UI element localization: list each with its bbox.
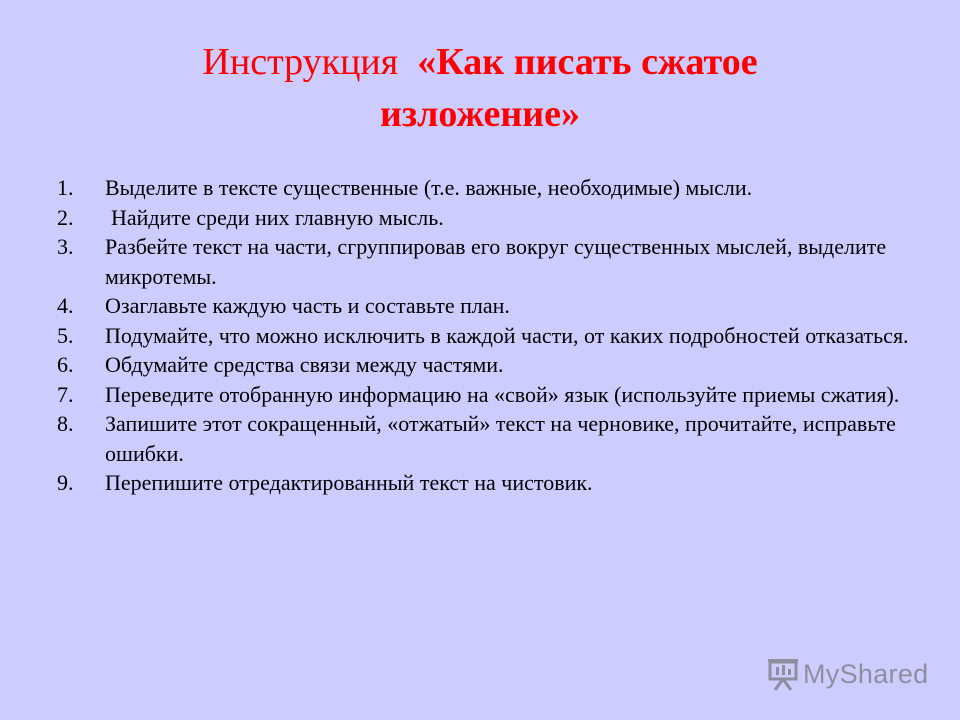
list-item-text: Переведите отобранную информацию на «свой» язык (используйте приемы сжатия). [105,381,900,407]
list-item-text: Перепишите отредактированный текст на чистовик. [105,470,593,495]
title-instruction: Инструкция [202,41,399,83]
list-item [57,380,917,410]
list-item-number: 4. [57,293,74,318]
list-item-number: 8. [57,411,74,436]
list-item-number: 5. [57,322,74,348]
myshared-watermark[interactable] [766,656,928,692]
list-item-text: Обдумайте средства связи между частями. [105,352,504,377]
list-item-text: Запишите этот сокращенный, «отжатый» текст на черновике, прочитайте, исправьте ошибки. [105,411,896,466]
list-item-number: 9. [57,470,74,495]
list-item-text: Выделите в тексте существенные (т.е. важные, необходимые) мысли. [105,175,753,200]
list-item-text: Озаглавьте каждую часть и составьте план. [105,293,510,318]
list-item-text: Подумайте, что можно исключить в каждой части, от каких подробностей отказаться. [105,322,909,348]
list-item-number: 7. [57,381,74,407]
list-item-text: Разбейте текст на части, сгруппировав его вокруг существенных мыслей, выделите микротемы. [105,234,887,289]
slide-title [0,36,960,140]
watermark-text: MyShared [803,658,929,689]
list-item-text: Найдите среди них главную мысль. [111,204,444,230]
list-item [57,203,917,233]
list-item-number: 3. [57,234,74,259]
list-item [57,350,917,380]
list-item [57,173,917,203]
list-item-number: 2. [57,204,74,230]
list-item-number: 1. [57,175,74,200]
list-item [57,232,917,291]
list-item [57,468,917,498]
list-item-number: 6. [57,352,74,377]
presentation-board-icon [766,656,800,692]
list-item [57,409,917,468]
title-quote-line2: изложение» [379,93,581,135]
list-item [57,321,917,351]
title-quote-line1: «Как писать сжатое [417,41,758,83]
list-item [57,291,917,321]
instruction-list [57,173,917,498]
